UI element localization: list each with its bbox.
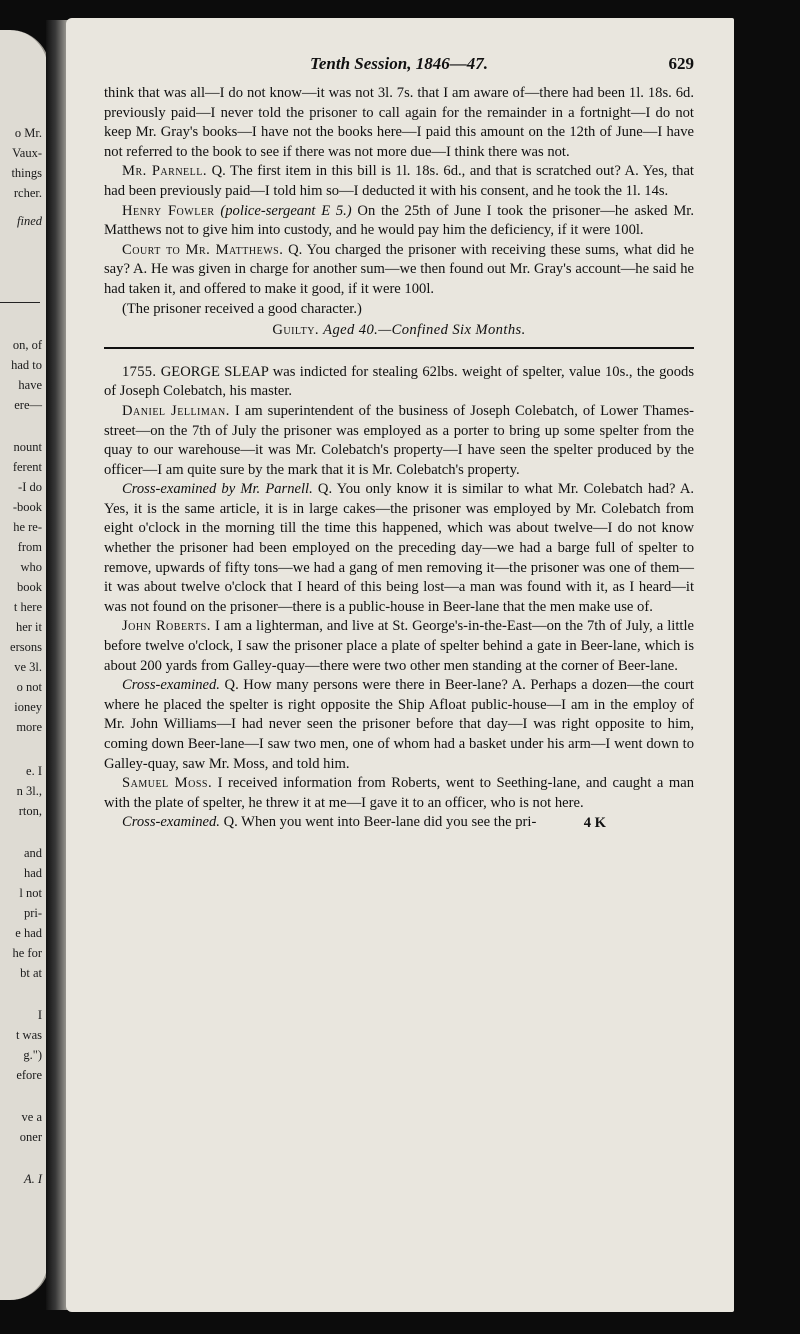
page-text [104,54,694,834]
facing-page-fragment: her it [15,620,42,634]
facing-page-fragment: Vaux- [12,146,42,160]
testimony: Q. You only know it is similar to what Mr. Colebatch had? A. Yes, it is the same article, it is in large cakes—the prisoner was employed by Mr. Colebatch from eight o'clock in the morning till the time this happened, which was about twelve—I do not know whether the prisoner had been employed on the preceding day—we had a barge full of spelter to remove, upwards of fifty tons—we had a gang of men removing it—the prisoner was one of them—it was about twelve o'clock that I heard of this being lost—a man was found with it, as I heard—it was not found on the prisoner—there is a public-house in Beer-lane that the men make use of. [104,481,695,615]
case1-paragraph-4 [104,241,694,300]
facing-page-fragment: more [16,720,42,734]
case-divider [104,347,694,349]
facing-page-fragment: -I do [18,480,42,494]
case2-paragraph-4 [104,676,694,774]
testimony: I received information from Roberts, went to Seething-lane, and caught a man with the plate of spelter, he threw it at me—I gave it to an officer, who is not here. [104,775,695,811]
speaker: Mr. Parnell. [122,163,208,180]
indictment: GEORGE SLEAP was indicted for stealing 62lbs. weight of spelter, value 10s., the goods of Joseph Colebatch, his master. [104,363,695,400]
speaker: John Roberts. [122,618,211,635]
signature-mark: 4 K [583,814,606,831]
facing-page-fragment: had [23,866,42,880]
speaker: Cross-examined by Mr. Parnell. [122,481,313,498]
book-page [66,18,734,1312]
facing-page-fragment: e. I [26,764,42,778]
facing-page-fragment: t was [15,1028,42,1042]
testimony: Q. How many persons were there in Beer-lane? A. Perhaps a dozen—the court where he placed the spelter is right opposite the Ship Afloat public-house—I am in the employ of Mr. John Williams—I had never seen the prisoner before that day—I was right opposite to him, coming down Beer-lane—I saw two men, one of whom had a basket under his arm—I went down to Galley-quay, saw Mr. Moss, and told him. [104,677,694,772]
session-title: Tenth Session, 1846—47. [310,54,488,73]
testimony: On the 25th of June I took the prisoner—he asked Mr. Matthews not to give him into custody, and he would pay him the deficiency, if it were 100l. [104,202,695,239]
facing-page-fragment: oner [19,1130,42,1144]
facing-page-fragment: had to [11,358,42,372]
case-number: 1755. [122,363,157,380]
facing-page-fragment: he re- [13,520,42,534]
facing-page-rule [0,302,40,303]
facing-page-fragment: A. I [23,1172,42,1186]
case2-paragraph-5 [104,774,694,813]
case2-heading [104,363,694,402]
facing-page-fragment: t here [13,600,42,614]
facing-page-fragment: ersons [10,640,42,654]
facing-page-fragment: on, of [12,338,42,352]
facing-page-fragment: from [17,540,42,554]
facing-page-fragment: who [20,560,42,574]
facing-page-fragment: o Mr. [14,126,42,140]
facing-page-fragment: things [11,166,42,180]
case1-paragraph-2 [104,162,694,201]
speaker: Samuel Moss. [122,775,213,792]
case2-paragraph-1 [104,402,694,480]
facing-page-fragment: he for [12,946,42,960]
verdict [104,321,694,341]
facing-page-fragment: ferent [12,460,42,474]
facing-page-fragment: book [17,580,42,594]
case2-paragraph-3 [104,617,694,676]
facing-page-fragment: ve 3l. [14,660,42,674]
speaker: Henry Fowler [122,202,215,219]
running-head [104,54,694,76]
facing-page-fragment: l not [19,886,42,900]
facing-page-edge [0,30,50,1300]
facing-page-fragment: have [18,378,42,392]
facing-page-fragment: efore [16,1068,42,1082]
speaker: Court to Mr. Matthews. [122,241,284,258]
case1-paragraph-1: think that was all—I do not know—it was not 3l. 7s. that I am aware of—there had been 1l. 18s. 6d. previously paid—I never told the prisoner to call again for the remainder in a fortnight—I do not keep Mr. Gray's books—I have not the books here—I paid this amount on the 12th of June—I have not referred to the book to see if there was not more due—I think there was not. [104,85,694,160]
facing-page-fragment: rton, [18,804,42,818]
facing-page-fragment: g.") [23,1048,42,1062]
facing-page-fragment: fined [17,214,42,228]
facing-page-fragment: n 3l., [16,784,42,798]
testimony: Q. You charged the prisoner with receiving these sums, what did he say? A. He was given in charge for another sum—we then found out Mr. Gray's account—he said he had taken it, and offered to make it good, if it were 100l. [104,241,694,297]
testimony: Q. The first item in this bill is 1l. 18s. 6d., and that is scratched out? A. Yes, that had been previously paid—I told him so—I deducted it with his consent, and he took the 1l. 14s. [104,163,694,199]
facing-page-fragment: ioney [14,700,42,714]
facing-page-fragment: ve a [21,1110,42,1124]
facing-page-fragment: bt at [20,966,42,980]
case2-paragraph-2 [104,480,694,617]
speaker-role: (police-sergeant E 5.) [220,202,352,219]
testimony: Q. When you went into Beer-lane did you see the pri- [223,814,537,831]
facing-page-fragment: e had [15,926,42,940]
facing-page-fragment: -book [12,500,42,514]
facing-page-fragment: ere— [14,398,42,412]
facing-page-fragment: pri- [23,906,42,920]
facing-page-fragment: o not [16,680,42,694]
testimony: I am superintendent of the business of Joseph Colebatch, of Lower Thames-street—on the 7th of July the prisoner was employed as a porter to bring up some spelter from the quay to our warehouse—it was Mr. Colebatch's property—I have seen the spelter produced by the officer—I am quite sure by the mark that it is Mr. Colebatch's property. [104,402,694,478]
verdict-guilty: Guilty. [272,322,320,339]
speaker: Daniel Jelliman. [122,402,230,419]
character-note: (The prisoner received a good character.) [122,300,362,317]
speaker: Cross-examined. [122,814,220,831]
page-number: 629 [668,54,694,73]
facing-page-fragment: rcher. [13,186,42,200]
verdict-sentence: Aged 40.—Confined Six Months. [323,322,526,339]
case1-paragraph-3 [104,202,694,241]
facing-page-fragment: nount [13,440,42,454]
testimony: I am a lighterman, and live at St. George's-in-the-East—on the 7th of July, a little before twelve o'clock, I saw the prisoner place a plate of spelter behind a gate in Beer-lane, which is about 200 yards from Galley-quay—there were two other men standing at the corner of Beer-lane. [104,618,694,674]
facing-page-fragment: and [23,846,42,860]
facing-page-fragment: I [37,1008,42,1022]
speaker: Cross-examined. [122,677,220,694]
